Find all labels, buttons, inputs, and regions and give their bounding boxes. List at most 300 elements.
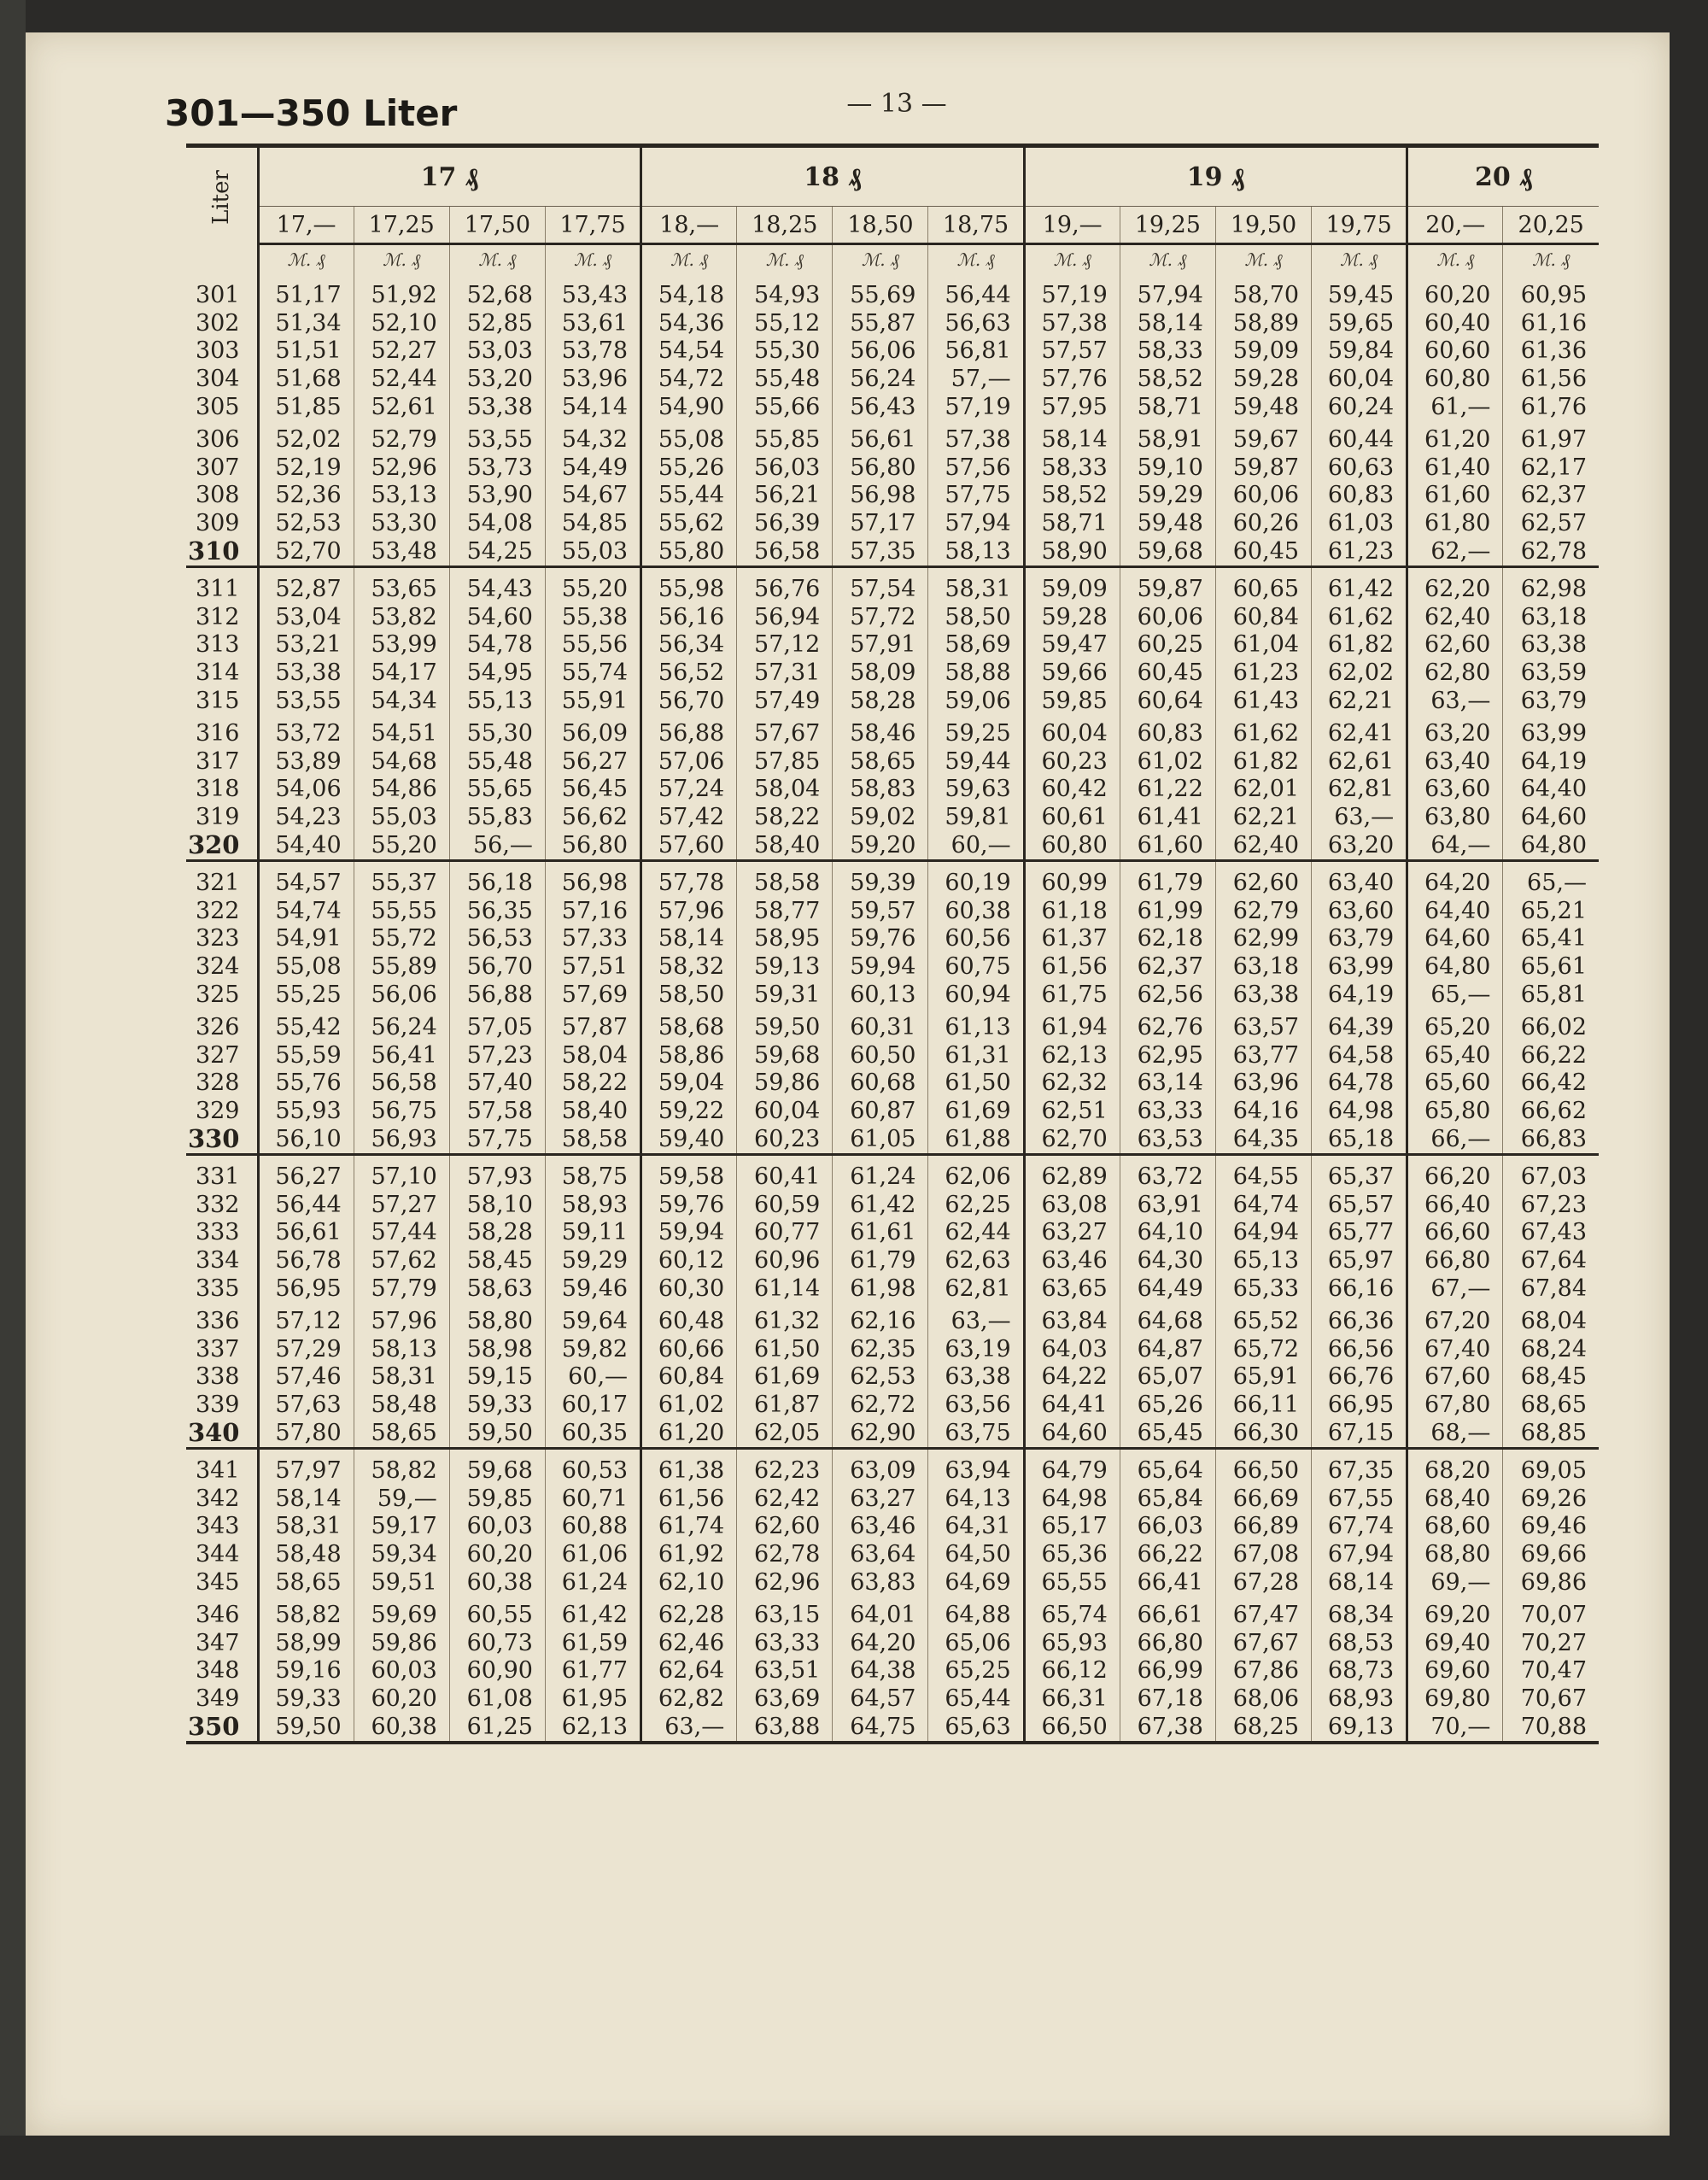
price-cell: 61,24 (545, 1568, 640, 1597)
price-cell: 60,88 (545, 1512, 640, 1540)
price-cell: 70,67 (1520, 1685, 1587, 1713)
price-cell: 58,10 (449, 1191, 545, 1219)
price-cell: 59,57 (833, 897, 928, 925)
price-cell: 69,86 (1520, 1568, 1587, 1596)
price-cell: 55,83 (449, 803, 545, 831)
price-cell: 56,76 (737, 566, 833, 602)
price-cell: 58,40 (737, 831, 833, 860)
price-cell: 60,38 (354, 1713, 449, 1743)
price-cell: 55,85 (737, 421, 833, 454)
price-cell: 68,65 (1520, 1392, 1587, 1419)
price-cell: 56,70 (449, 952, 545, 981)
liter-value: 324 (186, 952, 258, 981)
table-row (186, 1191, 1599, 1219)
price-cell: 59,87 (1120, 566, 1215, 602)
price-cell: 62,70 (1024, 1125, 1120, 1154)
price-cell: 56,— (449, 831, 545, 860)
table-row (186, 981, 1599, 1009)
price-cell: 52,53 (258, 509, 354, 537)
liter-value: 309 (186, 509, 258, 537)
price-cell: 55,03 (354, 803, 449, 831)
price-cell: 67,35 (1312, 1448, 1407, 1484)
price-cell: 59,94 (641, 1219, 737, 1247)
price-cell: 66,69 (1215, 1485, 1311, 1513)
price-cell: 54,68 (354, 747, 449, 776)
liter-value: 349 (186, 1685, 258, 1713)
price-cell: 58,33 (1120, 337, 1215, 366)
price-cell: 63,19 (928, 1335, 1024, 1363)
price-cell: 62,37 (1520, 482, 1587, 509)
price-cell: 67,64 (1520, 1247, 1587, 1275)
liter-value: 339 (186, 1391, 258, 1419)
price-cell: 62,57 (1520, 510, 1587, 537)
price-cell: 54,60 (449, 603, 545, 631)
price-cell: 52,10 (354, 309, 449, 337)
table-row (186, 393, 1599, 421)
liter-value: 318 (186, 776, 258, 804)
price-cell: 53,03 (449, 337, 545, 366)
price-cell: 53,48 (354, 537, 449, 566)
price-cell: 65,13 (1215, 1246, 1311, 1275)
price-cell: 68,34 (1312, 1597, 1407, 1629)
price-cell: 55,38 (545, 603, 640, 631)
price-cell: 59,44 (928, 747, 1024, 776)
price-cell: 60,17 (545, 1391, 640, 1419)
price-cell: 57,29 (258, 1335, 354, 1363)
table-row (186, 537, 1599, 566)
price-cell: 56,63 (928, 309, 1024, 337)
price-cell: 67,94 (1312, 1540, 1407, 1568)
price-group-header: 18 ₰ (641, 148, 1025, 207)
price-cell: 55,20 (545, 566, 640, 602)
price-cell: 54,25 (449, 537, 545, 566)
price-column-header: 18,— (641, 207, 737, 244)
price-cell: 65,45 (1120, 1419, 1215, 1448)
price-cell: 63,20 (1312, 831, 1407, 860)
price-cell: 59,48 (1215, 393, 1311, 421)
price-cell: 54,51 (354, 715, 449, 747)
price-cell: 55,62 (641, 509, 737, 537)
currency-unit-label: ℳ. ₰ (737, 244, 833, 275)
price-cell: 59,45 (1312, 274, 1407, 309)
price-cell: 58,04 (545, 1041, 640, 1069)
table-row (186, 274, 1599, 309)
table-row (186, 1335, 1599, 1363)
price-cell: 53,90 (449, 482, 545, 510)
price-cell: 65,36 (1024, 1540, 1120, 1568)
price-cell: 60,04 (737, 1097, 833, 1125)
price-cell: 61,56 (1024, 952, 1120, 981)
price-cell: 56,94 (737, 603, 833, 631)
price-cell: 59,65 (1312, 309, 1407, 337)
price-cell: 62,32 (1024, 1069, 1120, 1098)
price-cell: 62,— (1407, 537, 1503, 566)
price-cell: 57,93 (449, 1154, 545, 1190)
price-cell: 65,37 (1312, 1154, 1407, 1190)
price-cell: 59,64 (545, 1303, 640, 1335)
price-cell: 53,78 (545, 337, 640, 366)
price-cell: 63,18 (1520, 603, 1587, 630)
table-row (186, 1009, 1599, 1041)
page-number: — 13 — (846, 89, 947, 119)
price-cell: 61,20 (641, 1419, 737, 1448)
price-cell: 66,22 (1520, 1041, 1587, 1069)
price-cell: 57,62 (354, 1246, 449, 1275)
liter-column-header (186, 148, 258, 244)
price-cell: 53,99 (354, 631, 449, 659)
price-cell: 52,70 (258, 537, 354, 566)
price-cell: 54,95 (449, 659, 545, 687)
table-row (186, 687, 1599, 715)
price-cell: 59,33 (258, 1685, 354, 1713)
price-cell: 54,36 (641, 309, 737, 337)
price-cell: 68,25 (1215, 1713, 1311, 1743)
currency-unit-label: ℳ. ₰ (258, 244, 354, 275)
price-cell: 65,60 (1407, 1069, 1503, 1098)
price-cell: 68,04 (1520, 1307, 1587, 1334)
price-cell: 56,80 (545, 831, 640, 860)
price-cell: 60,66 (641, 1335, 737, 1363)
price-cell: 64,22 (1024, 1362, 1120, 1391)
price-cell: 63,96 (1215, 1069, 1311, 1098)
price-cell: 66,42 (1520, 1069, 1587, 1097)
price-cell: 56,52 (641, 659, 737, 687)
price-group-header: 17 ₰ (258, 148, 641, 207)
price-cell: 54,17 (354, 659, 449, 687)
price-cell: 62,82 (641, 1685, 737, 1713)
price-cell: 54,91 (258, 925, 354, 953)
price-cell: 57,54 (833, 566, 928, 602)
price-cell: 63,75 (928, 1419, 1024, 1448)
price-cell: 66,80 (1120, 1629, 1215, 1657)
price-column-header: 17,— (258, 207, 354, 244)
table-row (186, 603, 1599, 631)
price-cell: 58,33 (1024, 454, 1120, 482)
price-cell: 59,11 (545, 1219, 640, 1247)
price-cell: 66,22 (1120, 1540, 1215, 1568)
price-cell: 61,79 (833, 1246, 928, 1275)
price-cell: 56,27 (258, 1154, 354, 1190)
price-cell: 58,45 (449, 1246, 545, 1275)
price-cell: 69,05 (1520, 1456, 1587, 1484)
price-cell: 59,— (354, 1485, 449, 1513)
liter-value: 315 (186, 687, 258, 715)
price-cell: 61,36 (1520, 337, 1587, 365)
price-cell: 67,08 (1215, 1540, 1311, 1568)
price-cell: 58,50 (641, 981, 737, 1009)
price-cell: 67,— (1407, 1275, 1503, 1303)
price-cell: 63,— (928, 1303, 1024, 1335)
price-cell: 56,06 (833, 337, 928, 366)
price-cell: 57,46 (258, 1362, 354, 1391)
price-cell: 59,67 (1215, 421, 1311, 454)
price-cell: 60,90 (449, 1656, 545, 1685)
price-cell: 59,20 (833, 831, 928, 860)
price-cell: 65,74 (1024, 1597, 1120, 1629)
price-cell: 61,23 (1312, 537, 1407, 566)
price-cell: 56,39 (737, 509, 833, 537)
price-cell: 59,15 (449, 1362, 545, 1391)
price-cell: 54,49 (545, 454, 640, 482)
price-cell: 58,48 (258, 1540, 354, 1568)
price-cell: 63,91 (1120, 1191, 1215, 1219)
price-cell: 63,18 (1215, 952, 1311, 981)
price-cell: 64,— (1407, 831, 1503, 860)
price-cell: 65,17 (1024, 1512, 1120, 1540)
currency-unit-label: ℳ. ₰ (449, 244, 545, 275)
liter-value: 313 (186, 631, 258, 659)
price-cell: 52,19 (258, 454, 354, 482)
price-cell: 68,53 (1312, 1629, 1407, 1657)
price-column-header: 19,25 (1120, 207, 1215, 244)
price-cell: 56,44 (928, 274, 1024, 309)
price-cell: 67,15 (1312, 1419, 1407, 1448)
price-cell: 60,87 (833, 1097, 928, 1125)
price-cell: 67,47 (1215, 1597, 1311, 1629)
price-cell: 58,22 (545, 1069, 640, 1098)
price-cell: 55,59 (258, 1041, 354, 1069)
price-cell: 54,43 (449, 566, 545, 602)
price-cell: 59,85 (449, 1485, 545, 1513)
price-cell: 62,37 (1120, 952, 1215, 981)
price-column-header: 19,50 (1215, 207, 1311, 244)
price-cell: 55,30 (449, 715, 545, 747)
price-cell: 59,87 (1215, 454, 1311, 482)
price-cell: 61,04 (1215, 631, 1311, 659)
price-cell: 56,61 (833, 421, 928, 454)
price-cell: 59,82 (545, 1335, 640, 1363)
price-cell: 65,21 (1520, 897, 1587, 924)
price-cell: 69,— (1407, 1568, 1503, 1597)
price-cell: 65,25 (928, 1656, 1024, 1685)
price-cell: 56,09 (545, 715, 640, 747)
price-cell: 57,05 (449, 1009, 545, 1041)
price-cell: 67,18 (1120, 1685, 1215, 1713)
price-cell: 57,33 (545, 925, 640, 953)
price-cell: 64,75 (833, 1713, 928, 1743)
price-cell: 63,69 (737, 1685, 833, 1713)
price-cell: 57,12 (737, 631, 833, 659)
price-cell: 68,73 (1312, 1656, 1407, 1685)
price-cell: 68,60 (1407, 1512, 1503, 1540)
price-cell: 58,65 (833, 747, 928, 776)
liter-value: 308 (186, 482, 258, 510)
price-cell: 65,07 (1120, 1362, 1215, 1391)
price-cell: 55,55 (354, 897, 449, 925)
price-cell: 57,94 (928, 509, 1024, 537)
price-cell: 60,99 (1024, 860, 1120, 896)
price-cell: 63,51 (737, 1656, 833, 1685)
table-row (186, 1219, 1599, 1247)
price-cell: 59,28 (1215, 365, 1311, 393)
price-cell: 64,13 (928, 1485, 1024, 1513)
price-cell: 56,24 (833, 365, 928, 393)
price-cell: 53,82 (354, 603, 449, 631)
price-cell: 56,06 (354, 981, 449, 1009)
price-cell: 54,57 (258, 860, 354, 896)
price-cell: 57,44 (354, 1219, 449, 1247)
price-cell: 58,32 (641, 952, 737, 981)
price-cell: 60,23 (737, 1125, 833, 1154)
price-cell: 61,— (1407, 393, 1503, 421)
price-cell: 65,84 (1120, 1485, 1215, 1513)
table-row (186, 1540, 1599, 1568)
price-cell: 53,73 (449, 454, 545, 482)
price-cell: 60,03 (449, 1512, 545, 1540)
price-cell: 63,79 (1312, 925, 1407, 953)
price-cell: 62,98 (1520, 575, 1587, 602)
price-cell: 63,— (641, 1713, 737, 1743)
price-cell: 60,13 (833, 981, 928, 1009)
price-cell: 52,79 (354, 421, 449, 454)
price-cell: 66,12 (1024, 1656, 1120, 1685)
price-cell: 55,48 (737, 365, 833, 393)
currency-unit-label: ℳ. ₰ (1532, 249, 1571, 270)
price-cell: 66,80 (1407, 1246, 1503, 1275)
price-cell: 57,96 (641, 897, 737, 925)
price-cell: 64,19 (1312, 981, 1407, 1009)
liter-value: 342 (186, 1485, 258, 1513)
price-cell: 64,38 (833, 1656, 928, 1685)
liter-value: 310 (186, 537, 258, 566)
price-cell: 58,77 (737, 897, 833, 925)
price-cell: 51,85 (258, 393, 354, 421)
price-cell: 56,95 (258, 1275, 354, 1303)
price-cell: 61,56 (1520, 366, 1587, 393)
price-cell: 58,82 (354, 1448, 449, 1484)
table-row (186, 309, 1599, 337)
price-cell: 64,39 (1312, 1009, 1407, 1041)
price-cell: 60,80 (1024, 831, 1120, 860)
price-cell: 60,59 (737, 1191, 833, 1219)
price-cell: 64,57 (833, 1685, 928, 1713)
price-cell: 66,30 (1215, 1419, 1311, 1448)
liter-value: 333 (186, 1219, 258, 1247)
price-cell: 62,81 (928, 1275, 1024, 1303)
price-cell: 60,45 (1215, 537, 1311, 566)
liter-value: 332 (186, 1191, 258, 1219)
price-cell: 64,78 (1312, 1069, 1407, 1098)
liter-value: 307 (186, 454, 258, 482)
table-row (186, 747, 1599, 776)
price-cell: 59,68 (1120, 537, 1215, 566)
price-cell: 62,10 (641, 1568, 737, 1597)
price-cell: 57,76 (1024, 365, 1120, 393)
price-cell: 60,64 (1120, 687, 1215, 715)
price-cell: 60,20 (449, 1540, 545, 1568)
price-cell: 63,53 (1120, 1125, 1215, 1154)
price-cell: 57,95 (1024, 393, 1120, 421)
price-cell: 59,33 (449, 1391, 545, 1419)
price-cell: 61,62 (1312, 603, 1407, 631)
price-cell: 60,68 (833, 1069, 928, 1098)
table-row (186, 1685, 1599, 1713)
liter-value: 330 (186, 1125, 258, 1154)
price-cell: 62,53 (833, 1362, 928, 1391)
price-cell: 63,84 (1024, 1303, 1120, 1335)
price-cell: 69,60 (1407, 1656, 1503, 1685)
price-cell: 55,26 (641, 454, 737, 482)
price-cell: 63,79 (1520, 688, 1587, 715)
liter-value: 344 (186, 1540, 258, 1568)
liter-value: 317 (186, 747, 258, 776)
price-cell: 63,— (1407, 687, 1503, 715)
price-cell: 62,51 (1024, 1097, 1120, 1125)
price-cell: 66,62 (1520, 1098, 1587, 1125)
price-cell: 66,20 (1407, 1154, 1503, 1190)
price-cell: 54,78 (449, 631, 545, 659)
price-cell: 63,14 (1120, 1069, 1215, 1098)
price-cell: 64,98 (1312, 1097, 1407, 1125)
liter-value: 329 (186, 1097, 258, 1125)
price-cell: 59,47 (1024, 631, 1120, 659)
price-cell: 58,04 (737, 776, 833, 804)
price-cell: 60,61 (1024, 803, 1120, 831)
price-cell: 53,38 (449, 393, 545, 421)
liter-value: 327 (186, 1041, 258, 1069)
price-cell: 66,36 (1312, 1303, 1407, 1335)
price-cell: 51,34 (258, 309, 354, 337)
price-group-header: 19 ₰ (1024, 148, 1407, 207)
price-cell: 62,61 (1312, 747, 1407, 776)
price-cell: 64,31 (928, 1512, 1024, 1540)
price-cell: 57,85 (737, 747, 833, 776)
price-cell: 62,78 (1503, 537, 1599, 566)
currency-unit-label: ℳ. ₰ (545, 244, 640, 275)
price-cell: 62,60 (1215, 860, 1311, 896)
price-cell: 52,85 (449, 309, 545, 337)
price-cell: 51,51 (258, 337, 354, 366)
price-cell: 65,— (1407, 981, 1503, 1009)
price-cell: 66,95 (1312, 1391, 1407, 1419)
price-cell: 57,35 (833, 537, 928, 566)
price-cell: 64,40 (1520, 776, 1587, 803)
price-cell: 53,55 (449, 421, 545, 454)
price-cell: 57,91 (833, 631, 928, 659)
price-cell: 65,40 (1407, 1041, 1503, 1069)
price-cell: 53,43 (545, 274, 640, 309)
price-cell: 54,06 (258, 776, 354, 804)
price-cell: 55,44 (641, 482, 737, 510)
price-cell: 64,10 (1120, 1219, 1215, 1247)
price-cell: 61,88 (928, 1125, 1024, 1154)
price-cell: 56,58 (737, 537, 833, 566)
price-cell: 65,93 (1024, 1629, 1120, 1657)
price-cell: 62,20 (1407, 566, 1503, 602)
price-cell: 59,40 (641, 1125, 737, 1154)
price-cell: 60,24 (1312, 393, 1407, 421)
liter-value: 347 (186, 1629, 258, 1657)
table-row (186, 1391, 1599, 1419)
price-cell: 56,81 (928, 337, 1024, 366)
table-row (186, 776, 1599, 804)
price-cell: 61,95 (545, 1685, 640, 1713)
price-cell: 55,30 (737, 337, 833, 366)
price-cell: 66,02 (1520, 1013, 1587, 1040)
price-column-header: 17,50 (449, 207, 545, 244)
price-cell: 64,80 (1503, 831, 1599, 860)
table-row (186, 1448, 1599, 1484)
table-row (186, 860, 1599, 896)
price-cell: 61,20 (1407, 421, 1503, 454)
price-cell: 61,56 (641, 1485, 737, 1513)
price-cell: 62,40 (1215, 831, 1311, 860)
price-cell: 60,20 (1407, 274, 1503, 309)
price-cell: 70,47 (1520, 1657, 1587, 1685)
price-cell: 58,70 (1215, 274, 1311, 309)
price-cell: 63,94 (928, 1448, 1024, 1484)
price-cell: 61,99 (1120, 897, 1215, 925)
